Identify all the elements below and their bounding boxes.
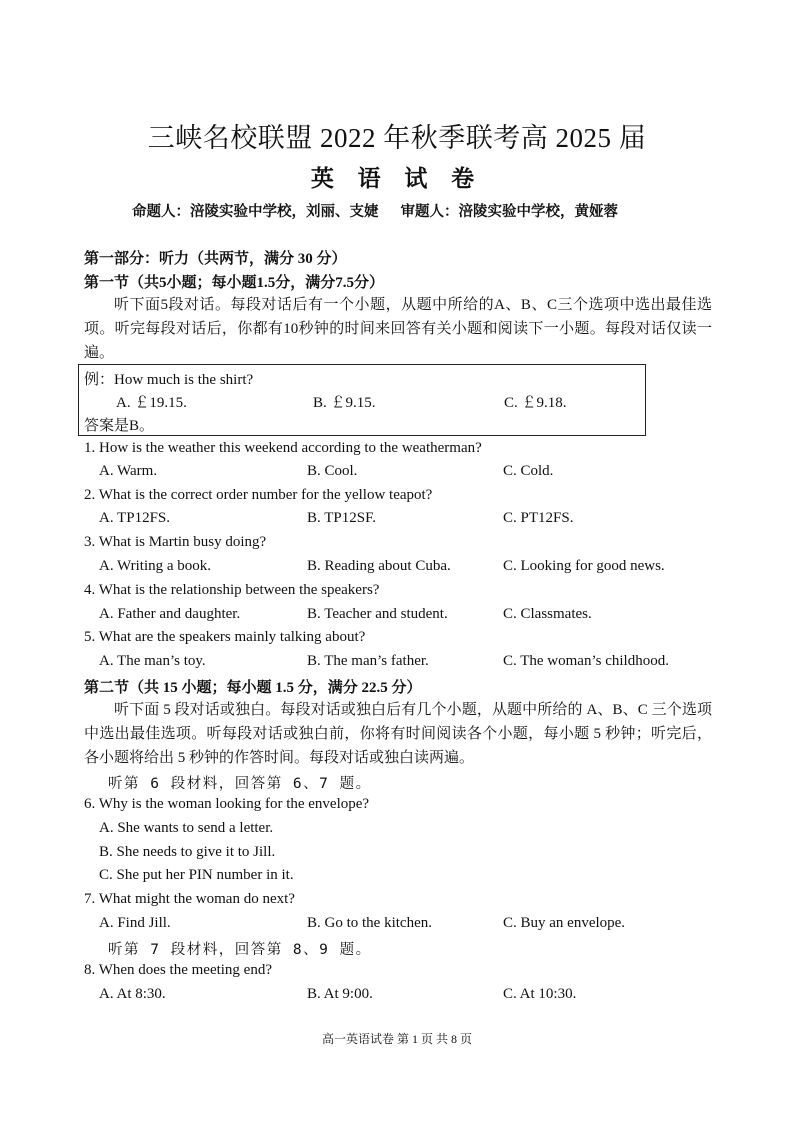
setter-credit: 命题人：涪陵实验中学校，刘丽、支婕: [132, 204, 379, 220]
example-option-b: B. ￡9.15.: [313, 395, 376, 411]
section1-heading: 第一节（共5小题；每小题1.5分，满分7.5分）: [84, 275, 385, 291]
q2-option-a: A. TP12FS.: [99, 510, 171, 526]
question-2: 2. What is the correct order number for the yellow teapot?: [84, 487, 433, 503]
q8-option-a: A. At 8:30.: [99, 986, 166, 1002]
section1-instructions: 听下面5段对话。每段对话后有一个小题，从题中所给的A、B、C三个选项中选出最佳选项。听完每段对话后，你都有10秒钟的时间来回答有关小题和阅读下一小题。每段对话仅读一遍。: [84, 297, 712, 361]
q6-option-b: B. She needs to give it to Jill.: [99, 844, 276, 860]
example-answer: 答案是B。: [84, 418, 155, 434]
q4-option-a: A. Father and daughter.: [99, 606, 241, 622]
exam-subtitle: 英 语 试 卷: [310, 166, 484, 191]
q4-option-c: C. Classmates.: [503, 606, 592, 622]
q2-option-c: C. PT12FS.: [503, 510, 574, 526]
q5-option-a: A. The man’s toy.: [99, 653, 206, 669]
q7-option-c: C. Buy an envelope.: [503, 915, 626, 931]
q6-option-a: A. She wants to send a letter.: [99, 820, 274, 836]
part1-heading: 第一部分：听力（共两节，满分 30 分）: [84, 251, 347, 267]
q5-option-c: C. The woman’s childhood.: [503, 653, 669, 669]
q1-option-a: A. Warm.: [99, 463, 158, 479]
section2-heading: 第二节（共 15 小题；每小题 1.5 分，满分 22.5 分）: [84, 680, 422, 696]
q3-option-c: C. Looking for good news.: [503, 558, 665, 574]
example-option-c: C. ￡9.18.: [504, 395, 567, 411]
q3-option-a: A. Writing a book.: [99, 558, 212, 574]
q1-option-b: B. Cool.: [307, 463, 358, 479]
q7-option-b: B. Go to the kitchen.: [307, 915, 432, 931]
authors-line: [132, 200, 618, 221]
q8-option-b: B. At 9:00.: [307, 986, 373, 1002]
question-7: 7. What might the woman do next?: [84, 891, 295, 907]
section2-instructions: 听下面 5 段对话或独白。每段对话或独白后有几个小题，从题中所给的 A、B、C 三个选项中选出最佳选项。听每段对话或独白前，你将有时间阅读各个小题，每小题 5 秒钟；听完后，各小题将给出 5 秒钟的作答时间。每段对话或独白读两遍。: [84, 702, 712, 766]
q8-option-c: C. At 10:30.: [503, 986, 577, 1002]
reviewer-credit: 审题人：涪陵实验中学校，黄娅蓉: [400, 204, 618, 220]
example-question: 例：How much is the shirt?: [84, 372, 254, 388]
material-6-note: 听第 6 段材料，回答第 6、7 题。: [108, 776, 372, 792]
q4-option-b: B. Teacher and student.: [307, 606, 448, 622]
q1-option-c: C. Cold.: [503, 463, 554, 479]
q6-option-c: C. She put her PIN number in it.: [99, 867, 294, 883]
question-4: 4. What is the relationship between the speakers?: [84, 582, 380, 598]
q7-option-a: A. Find Jill.: [99, 915, 171, 931]
q3-option-b: B. Reading about Cuba.: [307, 558, 451, 574]
exam-title: 三峡名校联盟 2022 年秋季联考高 2025 届: [147, 123, 647, 153]
question-5: 5. What are the speakers mainly talking about?: [84, 629, 366, 645]
question-8: 8. When does the meeting end?: [84, 962, 272, 978]
example-option-a: A. ￡19.15.: [116, 395, 187, 411]
q2-option-b: B. TP12SF.: [307, 510, 376, 526]
q5-option-b: B. The man’s father.: [307, 653, 429, 669]
page-footer: 高一英语试卷 第 1 页 共 8 页: [321, 1032, 472, 1046]
material-7-note: 听第 7 段材料，回答第 8、9 题。: [108, 942, 372, 958]
question-6: 6. Why is the woman looking for the envelope?: [84, 796, 370, 812]
question-3: 3. What is Martin busy doing?: [84, 534, 267, 550]
question-1: 1. How is the weather this weekend according to the weatherman?: [84, 440, 482, 456]
